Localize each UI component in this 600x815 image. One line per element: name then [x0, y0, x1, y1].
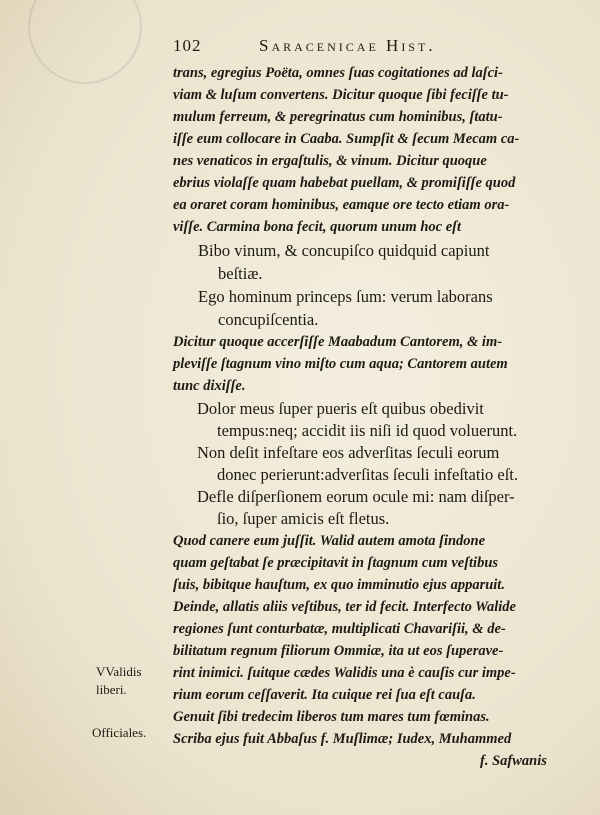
prose-line: viſſe. Carmina bona fecit, quorum unum hoc eſt	[173, 219, 462, 235]
prose-line: Dicitur quoque accerſiſſe Maabadum Cantorem, & im-	[173, 334, 503, 350]
verse-line: tempus:neq; accidit iis niſi id quod voluerunt.	[217, 421, 518, 440]
prose-line: Genuit ſibi tredecim liberos tum mares tum fœminas.	[173, 709, 490, 725]
prose-line: bilitatum regnum filiorum Ommiæ, ita ut eos ſuperave-	[173, 643, 504, 659]
verse-line: Ego hominum princeps ſum: verum laborans	[198, 287, 493, 306]
verse-line: Defle diſperſionem eorum ocule mi: nam diſper-	[197, 487, 515, 506]
verse-line: beſtiæ.	[218, 264, 263, 283]
running-title: Saracenicae Hist.	[259, 36, 436, 55]
prose-line: quam geſtabat ſe præcipitavit in ſtagnum cum veſtibus	[173, 555, 499, 571]
margin-note: liberi.	[96, 682, 127, 697]
prose-line: ſuis, bibitque hauſtum, ex quo imminutio ejus apparuit.	[173, 577, 505, 593]
verse-line: Dolor meus ſuper pueris eſt quibus obedivit	[197, 399, 484, 418]
prose-line: ea oraret coram hominibus, eamque ore tecto etiam ora-	[173, 197, 510, 213]
prose-line: tunc dixiſſe.	[173, 378, 246, 394]
verse-line: Bibo vinum, & concupiſco quidquid capiunt	[198, 241, 490, 260]
prose-line: rint inimici. ſuitque cædes Walidis una è cauſis cur impe-	[173, 665, 516, 681]
prose-line: ebrius violaſſe quam habebat puellam, & promiſiſſe quod	[173, 175, 516, 191]
prose-line: regiones ſunt conturbatæ, multiplicati Chavariſii, & de-	[173, 621, 506, 637]
prose-line: mulum ferreum, & peregrinatus cum hominibus, ſtatu-	[173, 109, 503, 125]
prose-line: rium eorum ceſſaverit. Ita cuique rei ſua eſt cauſa.	[173, 687, 476, 703]
verse-line: donec perierunt:adverſitas ſeculi infeſtatio eſt.	[217, 465, 519, 484]
library-stamp-mark	[28, 0, 142, 84]
page-number: 102	[173, 36, 202, 55]
verse-line: ſio, ſuper amicis eſt fletus.	[217, 509, 390, 528]
prose-line: Quod canere eum juſſit. Walid autem amota ſindone	[173, 533, 486, 549]
verse-line: concupiſcentia.	[218, 310, 319, 329]
margin-note: Officiales.	[92, 725, 147, 740]
catchword: f. Safwanis	[480, 753, 547, 769]
prose-line: viam & luſum convertens. Dicitur quoque ſibi feciſſe tu-	[173, 87, 509, 103]
prose-line: Deinde, allatis aliis veſtibus, ter id fecit. Interfecto Walide	[173, 599, 516, 615]
prose-line: Scriba ejus fuit Abbaſus f. Muſlimæ; Iudex, Muhammed	[173, 731, 512, 747]
prose-line: iſſe eum collocare in Caaba. Sumpſit & ſecum Mecam ca-	[173, 131, 520, 147]
prose-line: nes venaticos in ergaſtulis, & vinum. Dicitur quoque	[173, 153, 487, 169]
prose-line: pleviſſe ſtagnum vino miſto cum aqua; Cantorem autem	[173, 356, 508, 372]
margin-note: VValidis	[96, 664, 142, 679]
prose-line: trans, egregius Poëta, omnes ſuas cogitationes ad laſci-	[173, 65, 503, 81]
verse-line: Non deſit infeſtare eos adverſitas ſeculi eorum	[197, 443, 500, 462]
page-header	[173, 36, 513, 56]
